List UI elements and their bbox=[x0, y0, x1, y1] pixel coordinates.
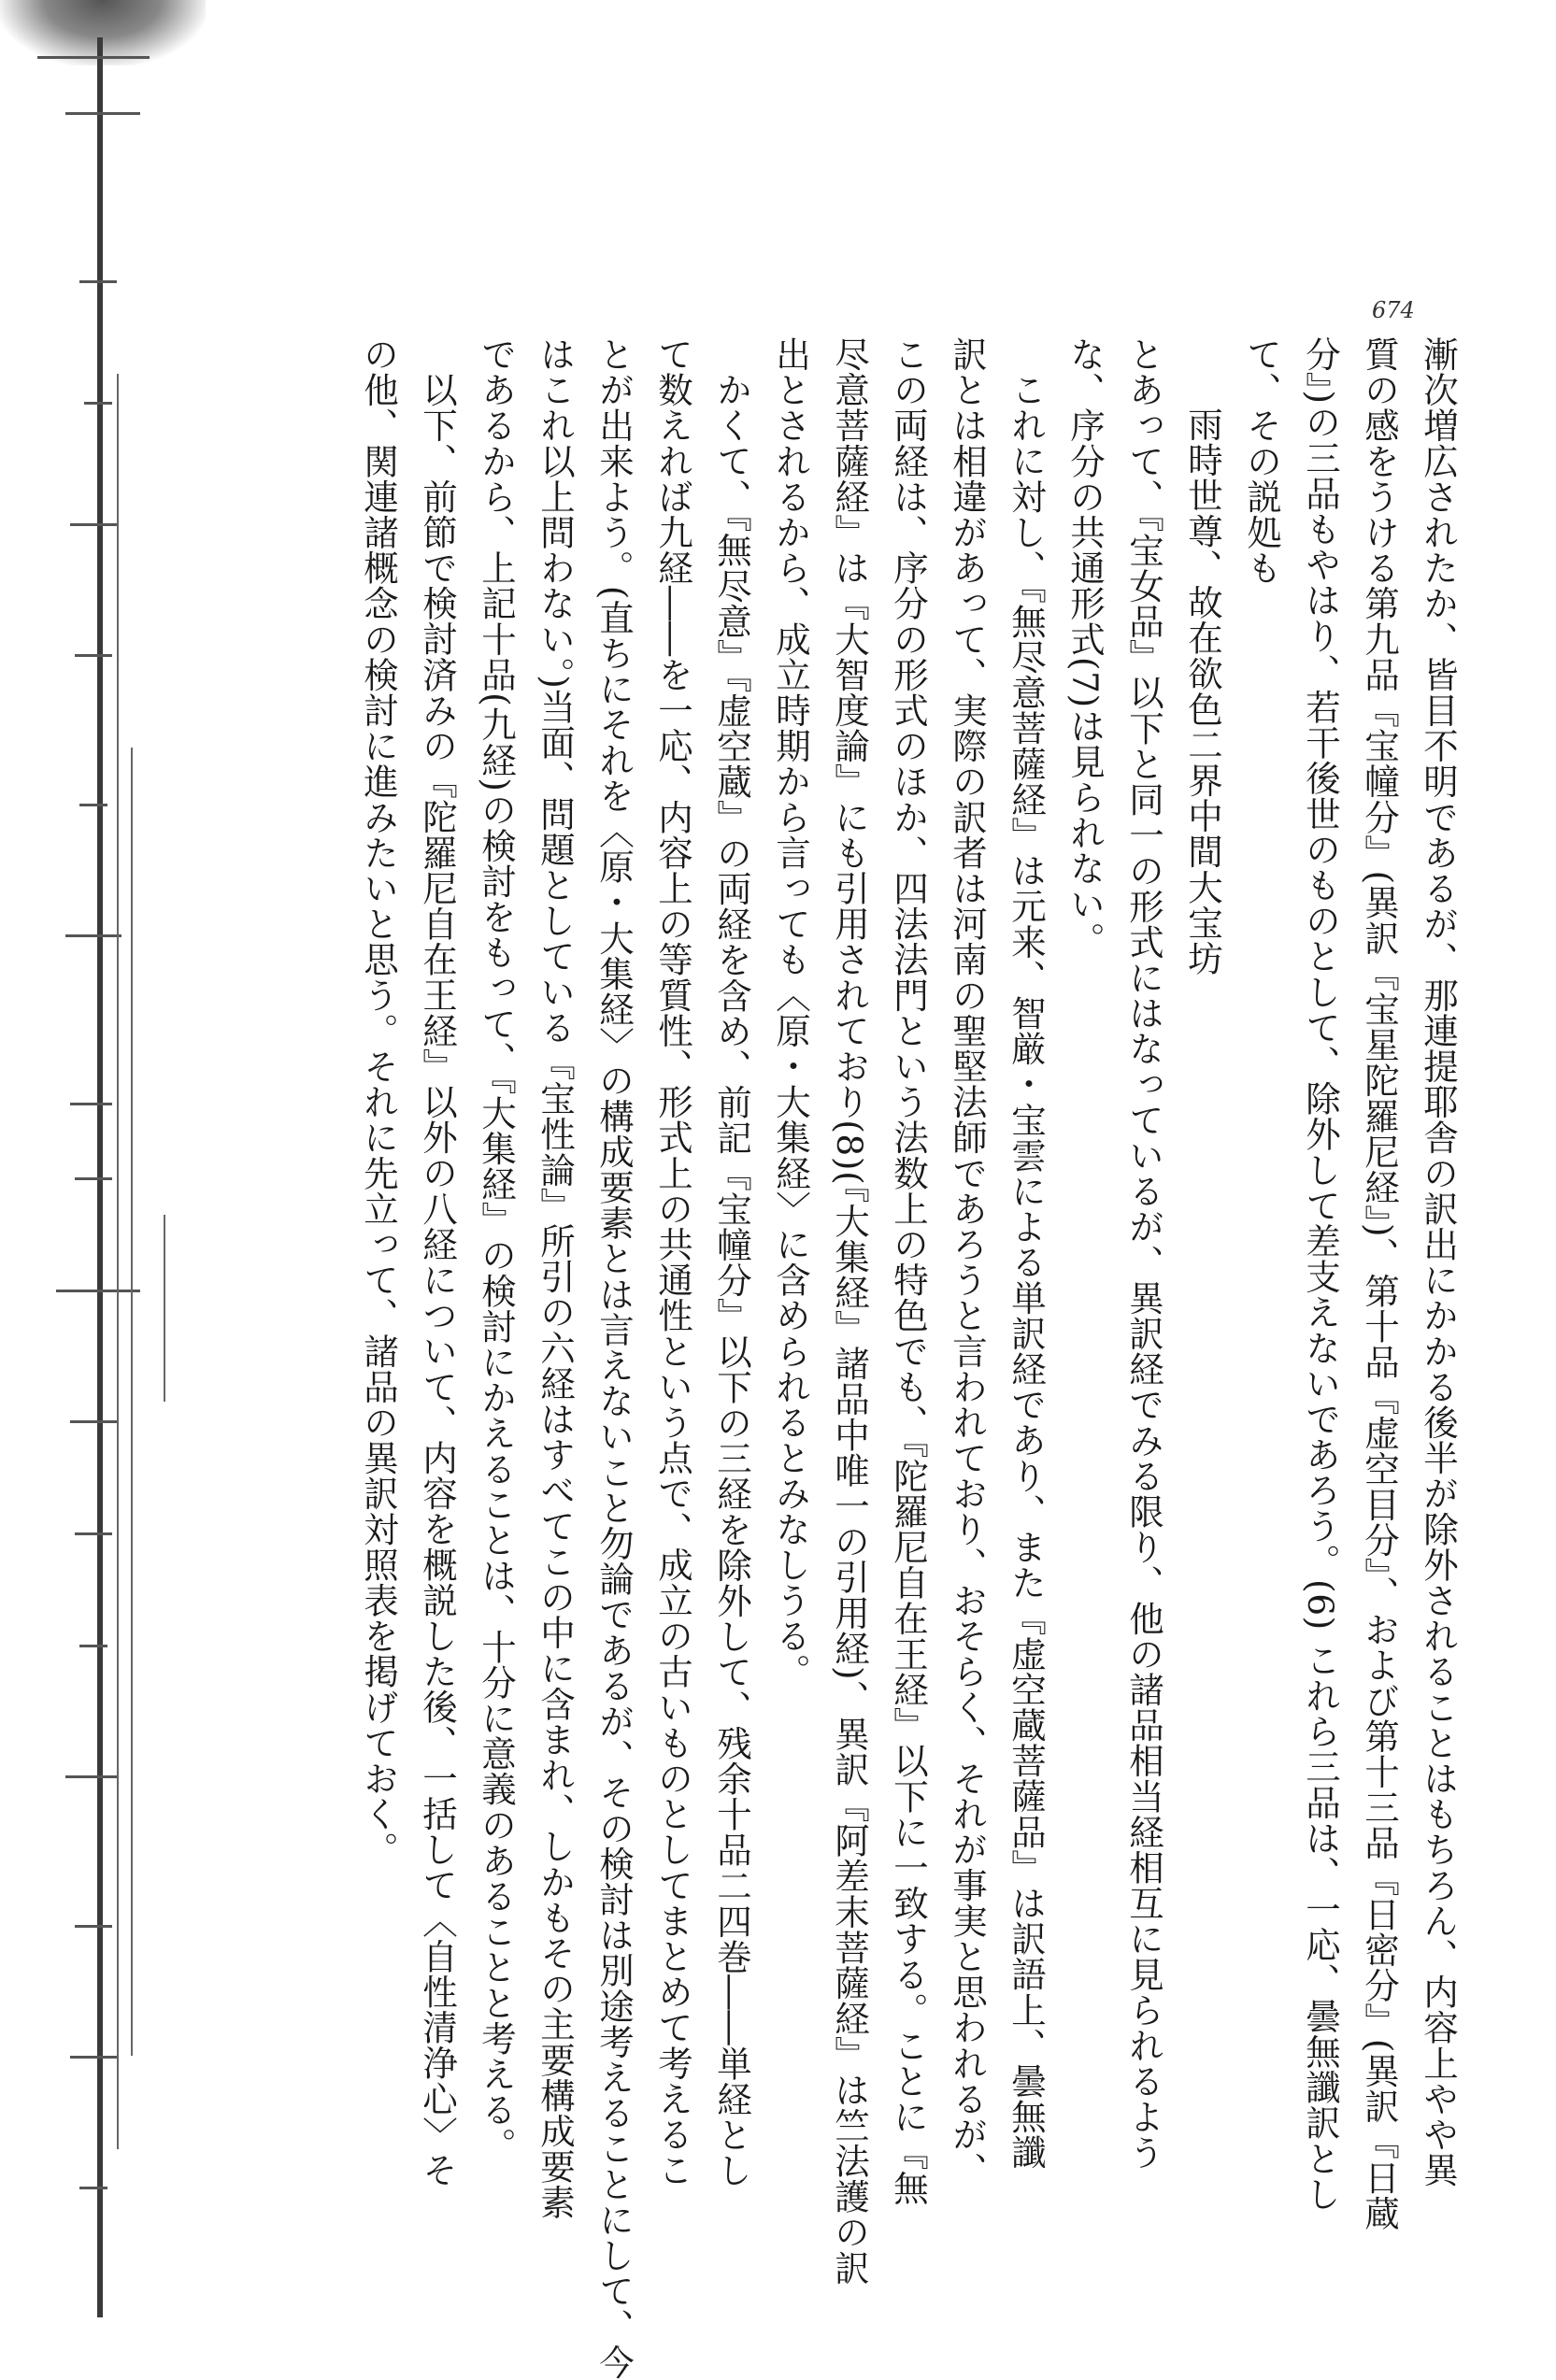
paragraph-start-line: これに対し、『無尽意菩薩経』は元来、智厳・宝雲による単訳経であり、また『虚空蔵菩薩品』は訳語上、曇無讖 bbox=[1006, 371, 1047, 2170]
binding-scan-mark bbox=[70, 523, 117, 526]
binding-scan-mark bbox=[75, 1177, 112, 1180]
text-line: この両経は、序分の形式のほか、四法法門という法数上の特色でも、『陀羅尼自在王経』以下に一致する。ことに『無 bbox=[888, 336, 929, 2206]
text-line: 分』)の三品もやはり、若干後世のものとして、除外して差支えないであろう。(6) これら三品は、一応、曇無讖訳とし bbox=[1300, 336, 1341, 2213]
text-line: とあって、『宝女品』以下と同一の形式にはなっているが、異訳経でみる限り、他の諸品相当経相互に見られるよう bbox=[1123, 336, 1164, 2171]
text-line: はこれ以上問わない。)当面、問題としている『宝性論』所引の六経はすべてこの中に含まれ、しかもその主要構成要素 bbox=[535, 336, 576, 2220]
binding-scan-line bbox=[117, 374, 119, 2149]
binding-scan-mark bbox=[75, 1925, 112, 1928]
binding-scan-mark bbox=[37, 56, 150, 59]
binding-scan-mark bbox=[65, 112, 140, 115]
text-line: 訳とは相違があって、実際の訳者は河南の聖堅法師であろうと言われており、おそらく、それが事実と思われるが、 bbox=[947, 336, 988, 2188]
binding-scan-mark bbox=[84, 402, 112, 405]
text-line: とが出来よう。(直ちにそれを〈原・大集経〉の構成要素とは言えないこと勿論であるが、その検討は別途考えることにして、今 bbox=[593, 336, 635, 2380]
text-line: であるから、上記十品(九経)の検討をもって、『大集経』の検討にかえることは、十分に意義のあることと考える。 bbox=[476, 336, 517, 2163]
binding-scan-mark bbox=[75, 654, 112, 657]
text-line: 出とされるから、成立時期から言っても〈原・大集経〉に含められるとみなしうる。 bbox=[770, 336, 811, 1689]
text-line: て、その説処も bbox=[1241, 336, 1282, 586]
paragraph-start-line: かくて、『無尽意』『虚空蔵』の両経を含め、前記『宝幢分』以下の三経を除外して、残余十品二四巻――単経とし bbox=[711, 371, 752, 2188]
binding-scan-mark bbox=[79, 2187, 107, 2189]
binding-scan-mark bbox=[70, 1103, 112, 1105]
page-number: 674 bbox=[1372, 297, 1415, 323]
binding-scan-mark bbox=[75, 1532, 112, 1535]
binding-scan-mark bbox=[65, 1775, 117, 1778]
vertical-body-text bbox=[349, 336, 1467, 2380]
binding-scan-mark bbox=[56, 1290, 140, 1292]
text-line: 尽意菩薩経』は『大智度論』にも引用されており(8)(『大集経』諸品中唯一の引用経)、異訳『阿差末菩薩経』は竺法護の訳 bbox=[829, 336, 870, 2286]
binding-scan-mark bbox=[70, 1420, 117, 1423]
text-line: の他、関連諸概念の検討に進みたいと思う。それに先立って、諸品の異訳対照表を掲げておく。 bbox=[358, 336, 399, 1868]
quoted-passage: 雨時世尊、故在欲色二界中間大宝坊 bbox=[1182, 406, 1223, 976]
binding-scan-mark bbox=[79, 1645, 107, 1647]
text-line: て数えれば九経――を一応、内容上の等質性、形式上の共通性という点で、成立の古いものとしてまとめて考えるこ bbox=[652, 336, 693, 2188]
text-line: 質の感をうける第九品『宝幢分』(異訳『宝星陀羅尼経』)、第十品『虚空目分』、および第十三品『日密分』(異訳『日蔵 bbox=[1359, 336, 1400, 2231]
text-line: 漸次増広されたか、皆目不明であるが、那連提耶舎の訳出にかかる後半が除外されることはもちろん、内容上やや異 bbox=[1418, 336, 1459, 2188]
binding-edge-shadow bbox=[0, 0, 215, 2317]
text-line: な、序分の共通形式(7)は見られない。 bbox=[1064, 336, 1106, 958]
binding-scan-mark bbox=[70, 2056, 117, 2059]
binding-scan-mark bbox=[79, 804, 107, 806]
binding-scan-mark bbox=[79, 280, 117, 283]
paragraph-start-line: 以下、前節で検討済みの『陀羅尼自在王経』以外の八経について、内容を概説した後、一括して〈自性清浄心〉そ bbox=[417, 371, 458, 2188]
binding-scan-line bbox=[131, 748, 133, 2056]
binding-scan-line bbox=[164, 1215, 165, 1402]
binding-scan-mark bbox=[65, 934, 121, 937]
